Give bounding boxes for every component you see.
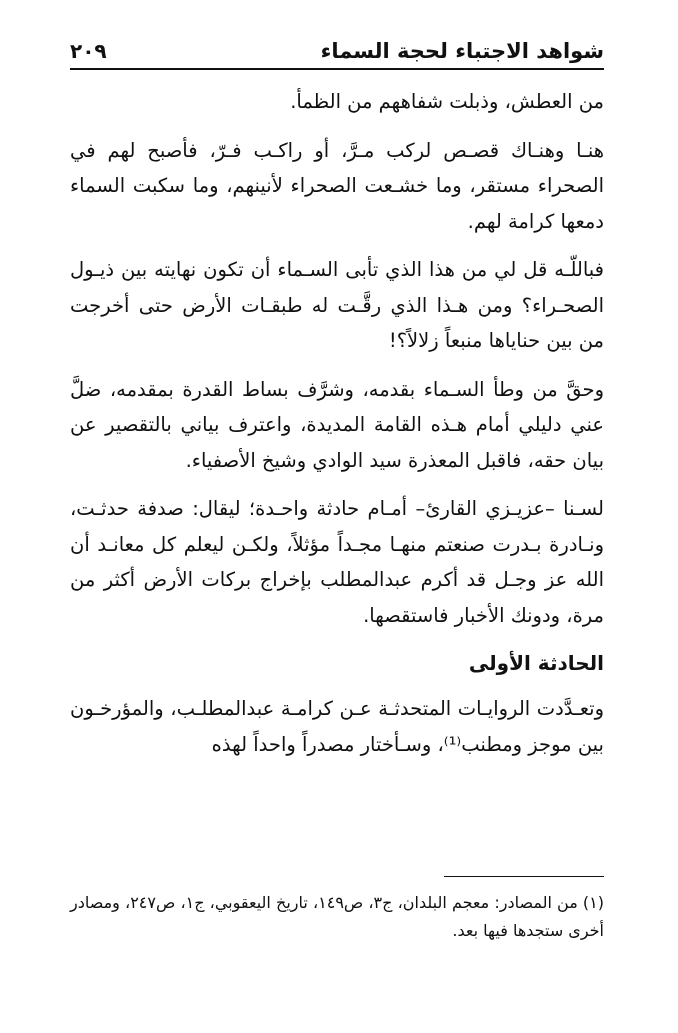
footnote-1: (١) من المصادر: معجم البلدان، ج٣، ص١٤٩، تاريخ اليعقوبي، ج١، ص٢٤٧، ومصادر أخرى ستجدها فيها بعد. bbox=[70, 893, 604, 940]
paragraph-2: هنـا وهنـاك قصـص لركب مـرَّ، أو راكـب فـرّ، فأصبح لهم في الصحراء مستقر، وما خشـعت الصحراء لأنينهم، وما سكبت السماء دمعها كرامة لهم. bbox=[70, 138, 604, 233]
running-title: شواهد الاجتباء لحجة السماء bbox=[320, 39, 604, 63]
page-header bbox=[70, 28, 604, 70]
footnotes bbox=[70, 876, 604, 945]
paragraph-1: من العطش، وذبلت شفاههم من الظمأ. bbox=[290, 90, 604, 113]
section-paragraph: وتعـدَّدت الروايـات المتحدثـة عـن كرامـة عبدالمطلـب، والمؤرخـون بين موجز ومطنب⁽¹⁾، وسـأختار مصدراً واحداً لهذه bbox=[70, 697, 604, 756]
page-number: ٢٠٩ bbox=[70, 39, 107, 63]
section-heading: الحادثة الأولى bbox=[468, 651, 604, 675]
footnote-rule bbox=[444, 876, 604, 877]
body-text bbox=[70, 84, 604, 762]
paragraph-5: لسـنا –عزيـزي القارئ– أمـام حادثة واحـدة؛ ليقال: صدفة حدثـت، ونـادرة بـدرت صنعتم منهـا مجـداً مؤثلاً، ولكـن ليعلم كل معانـد أن الله عز وجـل قد أكرم عبدالمطلب بإخراج بركات الأرض أكثر من مرة، ودونك الأخبار فاستقصها. bbox=[70, 497, 604, 627]
paragraph-4: وحقَّ من وطأ السـماء بقدمه، وشرَّف بساط القدرة بمقدمه، ضلَّ عني دليلي أمام هـذه القامة المديدة، واعترف بياني بالتقصير عن بيان حقه، فاقبل المعذرة سيد الوادي وشيخ الأصفياء. bbox=[70, 377, 604, 472]
paragraph-3: فباللّـه قل لي من هذا الذي تأبى السـماء أن تكون نهايته بين ذيـول الصحـراء؟ ومن هـذا الذي رقَّـت له طبقـات الأرض حتى أخرجت من بين حناياها منبعاً زلالاً؟! bbox=[70, 258, 604, 352]
